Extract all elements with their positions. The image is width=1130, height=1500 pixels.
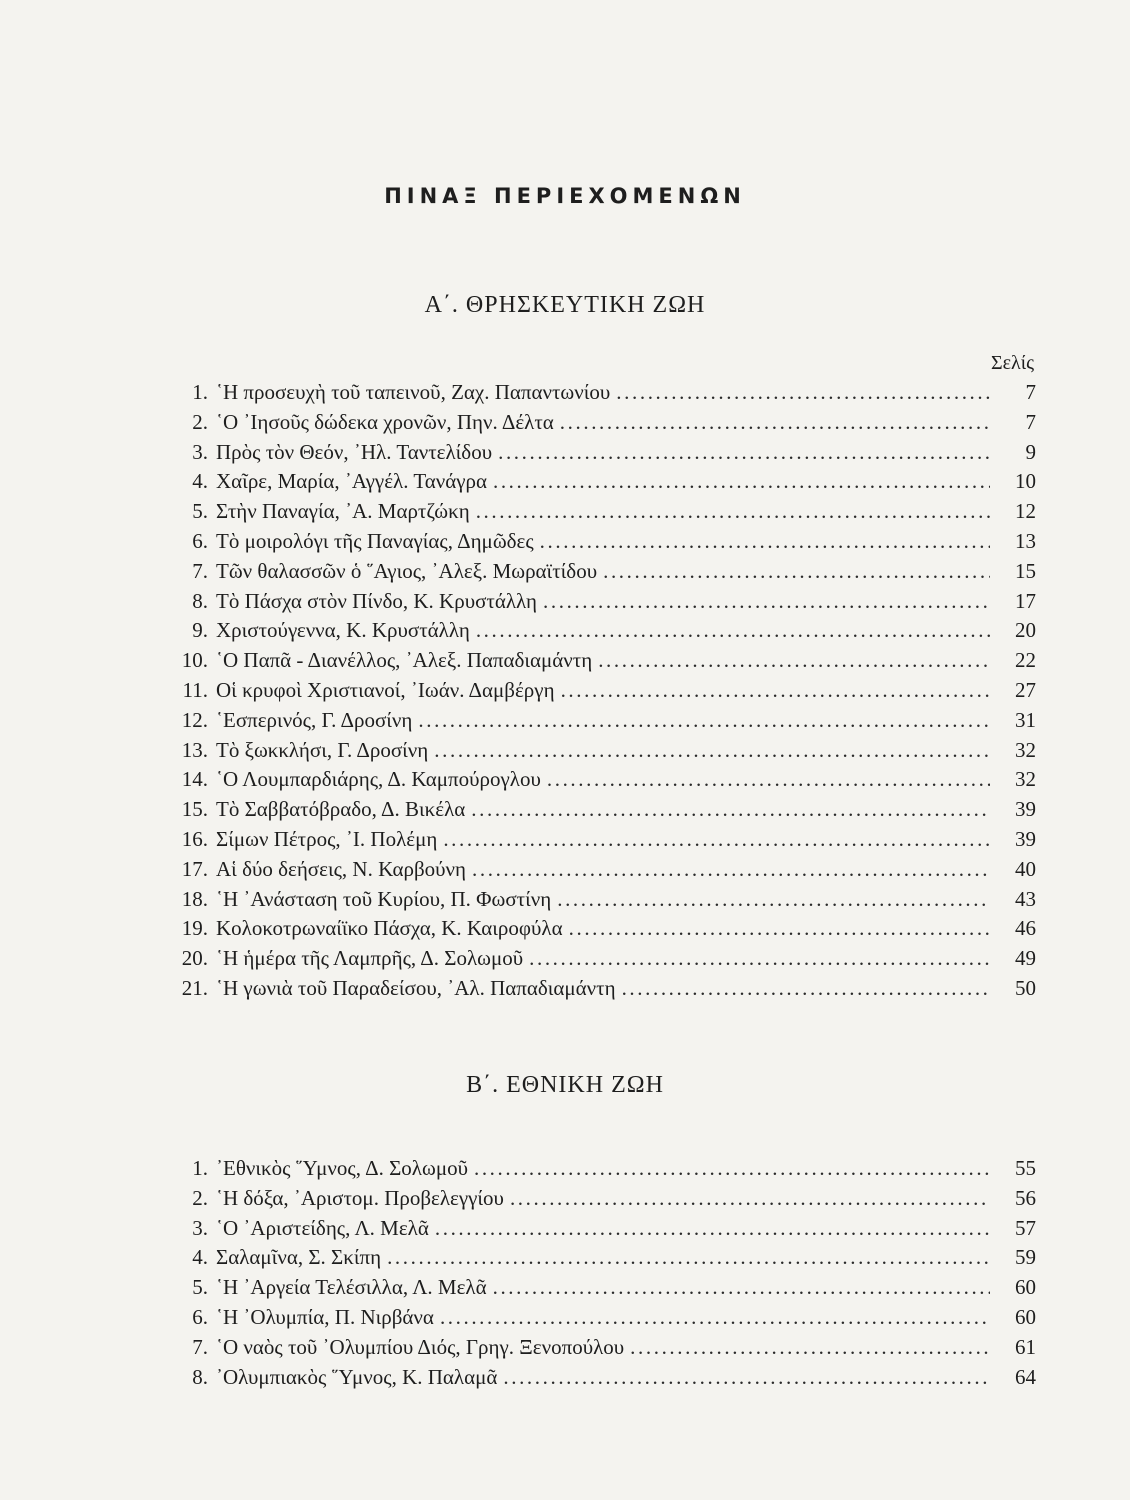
entry-page-number: 60 [1015, 1275, 1036, 1300]
entry-number: 8. [192, 588, 208, 613]
entry-page-number: 7 [1025, 380, 1036, 404]
entry-page-number: 43 [1015, 886, 1036, 911]
toc-entry [166, 1245, 1036, 1275]
entry-page-number: 49 [1015, 946, 1036, 971]
entry-number: 3. [192, 439, 208, 464]
entry-page-number: 32 [1015, 767, 1036, 792]
entry-page-number: 22 [1015, 648, 1036, 673]
toc-entry [166, 797, 1036, 827]
entry-page-number: 60 [1015, 1304, 1036, 1329]
leader-dots [510, 1186, 990, 1211]
toc-entry [166, 1216, 1036, 1246]
leader-dots [476, 499, 990, 524]
section-heading-national: Β΄. ΕΘΝΙΚΗ ΖΩΗ [466, 1072, 664, 1098]
leader-dots [474, 1156, 990, 1181]
toc-entry [166, 1335, 1036, 1365]
entry-page-number: 7 [1025, 409, 1036, 434]
toc-entry [166, 1365, 1036, 1395]
toc-entry [166, 1305, 1036, 1335]
leader-dots [443, 827, 990, 852]
entry-number: 1. [192, 380, 208, 404]
leader-dots [543, 589, 990, 614]
entry-number: 16. [181, 826, 208, 851]
entry-page-number: 56 [1015, 1185, 1036, 1210]
entry-number: 5. [192, 499, 208, 524]
leader-dots [440, 1305, 990, 1330]
leader-dots [603, 559, 990, 584]
entry-title: Τὸ ξωκκλήσι, Γ. Δροσίνη [216, 737, 429, 762]
toc-list-religious [166, 380, 1036, 1006]
entry-title: ῾Ο ναὸς τοῦ ᾿Ολυμπίου Διός, Γρηγ. Ξενοπούλου [216, 1334, 625, 1359]
entry-number: 14. [181, 767, 208, 792]
entry-number: 15. [181, 797, 208, 822]
toc-entry [166, 678, 1036, 708]
entry-page-number: 17 [1015, 588, 1036, 613]
leader-dots [498, 440, 990, 465]
toc-entry [166, 499, 1036, 529]
leader-dots [557, 887, 990, 912]
entry-title: ῾Η ᾿Ολυμπία, Π. Νιρβάνα [216, 1304, 434, 1329]
leader-dots [630, 1335, 990, 1360]
leader-dots [435, 1216, 990, 1241]
entry-number: 17. [181, 856, 208, 881]
entry-number: 5. [192, 1275, 208, 1300]
entry-title: ῾Η ᾿Αργεία Τελέσιλλα, Λ. Μελᾶ [216, 1275, 487, 1300]
entry-page-number: 32 [1015, 737, 1036, 762]
leader-dots [493, 469, 990, 494]
entry-number: 7. [192, 558, 208, 583]
entry-title: Τὸ μοιρολόγι τῆς Παναγίας, Δημῶδες [216, 528, 534, 553]
leader-dots [616, 380, 990, 405]
entry-page-number: 10 [1015, 469, 1036, 494]
entry-title: Πρὸς τὸν Θεόν, ᾿Ηλ. Ταντελίδου [216, 439, 493, 464]
entry-title: ᾿Ολυμπιακὸς ῞Υμνος, Κ. Παλαμᾶ [216, 1364, 498, 1389]
entry-title: Σαλαμῖνα, Σ. Σκίπη [216, 1245, 382, 1270]
toc-entry [166, 887, 1036, 917]
toc-entry [166, 1156, 1036, 1186]
entry-page-number: 12 [1015, 499, 1036, 524]
leader-dots [493, 1275, 990, 1300]
toc-entry [166, 589, 1036, 619]
entry-number: 6. [192, 528, 208, 553]
entry-title: Στὴν Παναγία, ᾿Α. Μαρτζώκη [216, 499, 470, 524]
entry-title: ῾Ο Παπᾶ - Διανέλλος, ᾿Αλεξ. Παπαδιαμάντη [216, 648, 593, 673]
entry-title: ῾Εσπερινός, Γ. Δροσίνη [216, 707, 413, 732]
entry-page-number: 57 [1015, 1215, 1036, 1240]
entry-page-number: 40 [1015, 856, 1036, 881]
leader-dots [560, 410, 990, 435]
entry-number: 20. [181, 946, 208, 971]
entry-page-number: 64 [1015, 1364, 1036, 1389]
leader-dots [547, 767, 990, 792]
entry-title: Τὸ Πάσχα στὸν Πίνδο, Κ. Κρυστάλλη [216, 588, 538, 613]
entry-number: 6. [192, 1304, 208, 1329]
entry-page-number: 20 [1015, 618, 1036, 643]
toc-entry [166, 410, 1036, 440]
entry-title: ῾Ο ᾿Ιησοῦς δώδεκα χρονῶν, Πην. Δέλτα [216, 409, 554, 434]
entry-number: 18. [181, 886, 208, 911]
toc-entry [166, 559, 1036, 589]
toc-entry [166, 380, 1036, 410]
leader-dots [434, 738, 990, 763]
entry-number: 2. [192, 409, 208, 434]
toc-entry [166, 1275, 1036, 1305]
entry-title: ῾Η ᾿Ανάσταση τοῦ Κυρίου, Π. Φωστίνη [216, 886, 552, 911]
toc-entry [166, 618, 1036, 648]
entry-number: 10. [181, 648, 208, 673]
entry-number: 8. [192, 1364, 208, 1389]
leader-dots [622, 976, 990, 1001]
entry-title: ῾Η προσευχὴ τοῦ ταπεινοῦ, Ζαχ. Παπαντωνίου [216, 380, 611, 404]
entry-page-number: 9 [1025, 439, 1036, 464]
entry-number: 4. [192, 469, 208, 494]
entry-title: Χριστούγεννα, Κ. Κρυστάλλη [216, 618, 470, 643]
entry-title: ῾Ο Λουμπαρδιάρης, Δ. Καμπούρογλου [216, 767, 541, 792]
entry-title: Σίμων Πέτρος, ᾿Ι. Πολέμη [216, 826, 438, 851]
entry-title: Κολοκοτρωναίϊκο Πάσχα, Κ. Καιροφύλα [216, 916, 563, 941]
entry-number: 19. [181, 916, 208, 941]
leader-dots [569, 916, 990, 941]
leader-dots [418, 708, 990, 733]
entry-title: ῾Η ἡμέρα τῆς Λαμπρῆς, Δ. Σολωμοῦ [216, 946, 524, 971]
toc-entry [166, 529, 1036, 559]
section-heading-religious: Α΄. ΘΡΗΣΚΕΥΤΙΚΗ ΖΩΗ [424, 292, 706, 318]
toc-entry [166, 827, 1036, 857]
toc-entry [166, 857, 1036, 887]
entry-title: ᾿Εθνικὸς ῞Υμνος, Δ. Σολωμοῦ [216, 1156, 468, 1180]
toc-entry [166, 946, 1036, 976]
toc-entry [166, 469, 1036, 499]
toc-entry [166, 738, 1036, 768]
entry-number: 12. [181, 707, 208, 732]
entry-title: Τὸ Σαββατόβραδο, Δ. Βικέλα [216, 797, 466, 822]
entry-page-number: 55 [1015, 1156, 1036, 1180]
toc-entry [166, 916, 1036, 946]
leader-dots [503, 1365, 990, 1390]
leader-dots [387, 1245, 990, 1270]
entry-number: 1. [192, 1156, 208, 1180]
entry-number: 11. [182, 677, 208, 702]
entry-page-number: 39 [1015, 826, 1036, 851]
toc-entry [166, 1186, 1036, 1216]
entry-title: Οἱ κρυφοὶ Χριστιανοί, ᾿Ιωάν. Δαμβέργη [216, 677, 555, 702]
entry-number: 7. [192, 1334, 208, 1359]
leader-dots [476, 618, 990, 643]
entry-page-number: 39 [1015, 797, 1036, 822]
entry-number: 4. [192, 1245, 208, 1270]
leader-dots [540, 529, 990, 554]
toc-entry [166, 708, 1036, 738]
entry-number: 3. [192, 1215, 208, 1240]
entry-title: Αἱ δύο δεήσεις, Ν. Καρβούνη [216, 856, 467, 881]
toc-entry [166, 648, 1036, 678]
entry-page-number: 15 [1015, 558, 1036, 583]
page-title: ΠΙΝΑΞ ΠΕΡΙΕΧΟΜΕΝΩΝ [384, 184, 746, 208]
entry-page-number: 31 [1015, 707, 1036, 732]
entry-title: ῾Η δόξα, ᾿Αριστομ. Προβελεγγίου [216, 1185, 504, 1210]
leader-dots [598, 648, 990, 673]
toc-entry [166, 976, 1036, 1006]
entry-page-number: 59 [1015, 1245, 1036, 1270]
entry-title: Χαῖρε, Μαρία, ᾿Αγγέλ. Τανάγρα [216, 469, 487, 494]
entry-page-number: 50 [1015, 975, 1036, 1000]
entry-title: ῾Ο ᾿Αριστείδης, Λ. Μελᾶ [216, 1215, 429, 1240]
toc-entry [166, 440, 1036, 470]
entry-number: 2. [192, 1185, 208, 1210]
entry-number: 21. [181, 975, 208, 1000]
leader-dots [471, 797, 990, 822]
toc-list-national [166, 1156, 1036, 1394]
entry-page-number: 61 [1015, 1334, 1036, 1359]
toc-entry [166, 767, 1036, 797]
leader-dots [529, 946, 990, 971]
entry-page-number: 13 [1015, 528, 1036, 553]
entry-page-number: 46 [1015, 916, 1036, 941]
entry-title: Τῶν θαλασσῶν ὁ ῞Αγιος, ᾿Αλεξ. Μωραϊτίδου [216, 558, 598, 583]
entry-title: ῾Η γωνιὰ τοῦ Παραδείσου, ᾿Αλ. Παπαδιαμάντη [216, 975, 616, 1000]
entry-number: 9. [192, 618, 208, 643]
page-column-header: Σελίς [990, 352, 1034, 374]
entry-number: 13. [181, 737, 208, 762]
entry-page-number: 27 [1015, 677, 1036, 702]
leader-dots [561, 678, 990, 703]
leader-dots [472, 857, 990, 882]
